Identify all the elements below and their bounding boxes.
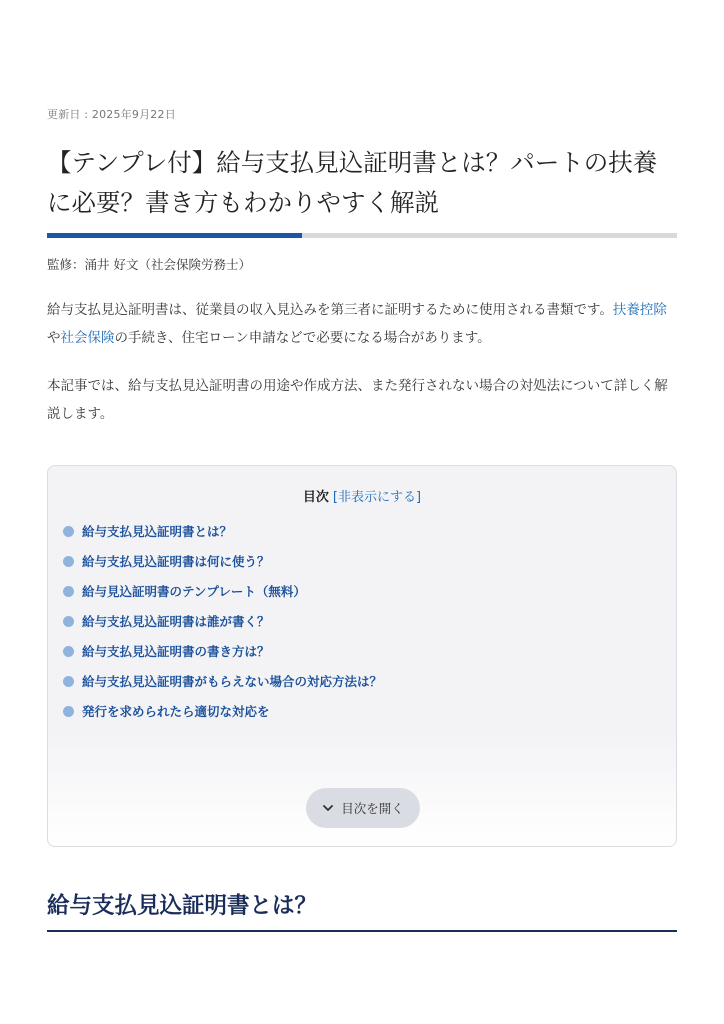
toc-item-label: 給与支払見込証明書は誰が書く？ (82, 614, 270, 629)
section-heading: 給与支払見込証明書とは？ (47, 893, 318, 919)
toc-item[interactable] (63, 636, 382, 666)
toc-header (48, 486, 676, 505)
section-heading-underline (47, 930, 677, 932)
toc-title: 目次 (302, 490, 329, 505)
toc-hide-toggle[interactable]: [非表示にする] (332, 490, 422, 505)
title-underline (47, 233, 677, 238)
updated-date: 更新日 : 2025年9月22日 (47, 108, 176, 121)
link-dependent-deduction[interactable]: 扶養控除 (612, 302, 667, 318)
toc-item-label: 給与支払見込証明書とは？ (82, 524, 233, 539)
chevron-down-icon (322, 802, 334, 814)
toc-item[interactable] (63, 666, 382, 696)
intro-paragraph-1 (47, 296, 677, 352)
bullet-icon (63, 526, 74, 537)
toc-item[interactable] (63, 696, 382, 726)
intro-text: や (47, 330, 61, 346)
toc-item-label: 給与支払見込証明書は何に使う？ (82, 554, 270, 569)
toc-list (63, 516, 382, 726)
toc-item[interactable] (63, 546, 382, 576)
bullet-icon (63, 556, 74, 567)
bullet-icon (63, 676, 74, 687)
bullet-icon (63, 706, 74, 717)
intro-text: 給与支払見込証明書は、従業員の収入見込みを第三者に証明するために使用される書類です。 (47, 302, 613, 318)
intro-text: の手続き、住宅ローン申請などで必要になる場合があります。 (114, 330, 491, 346)
bullet-icon (63, 616, 74, 627)
intro-paragraph-2: 本記事では、給与支払見込証明書の用途や作成方法、また発行されない場合の対処法について詳しく解説します。 (47, 378, 668, 422)
toc-item-label: 給与支払見込証明書がもらえない場合の対応方法は？ (82, 674, 383, 689)
title-underline-accent (47, 233, 302, 238)
link-social-insurance[interactable]: 社会保険 (60, 330, 115, 346)
bullet-icon (63, 646, 74, 657)
supervisor-credit: 監修：涌井 好文（社会保険労務士） (47, 257, 251, 272)
toc-item-label: 給与見込証明書のテンプレート（無料） (82, 584, 306, 599)
toc-item[interactable] (63, 516, 382, 546)
toc-item-label: 発行を求められたら適切な対応を (82, 704, 270, 719)
toc-open-label: 目次を開く (341, 801, 404, 816)
toc-item[interactable] (63, 576, 382, 606)
toc-item[interactable] (63, 606, 382, 636)
bullet-icon (63, 586, 74, 597)
page-title: 【テンプレ付】給与支払見込証明書とは？パートの扶養に必要？書き方もわかりやすく解説 (47, 148, 658, 217)
table-of-contents (47, 465, 677, 847)
toc-open-button[interactable] (306, 788, 420, 828)
toc-item-label: 給与支払見込証明書の書き方は？ (82, 644, 270, 659)
